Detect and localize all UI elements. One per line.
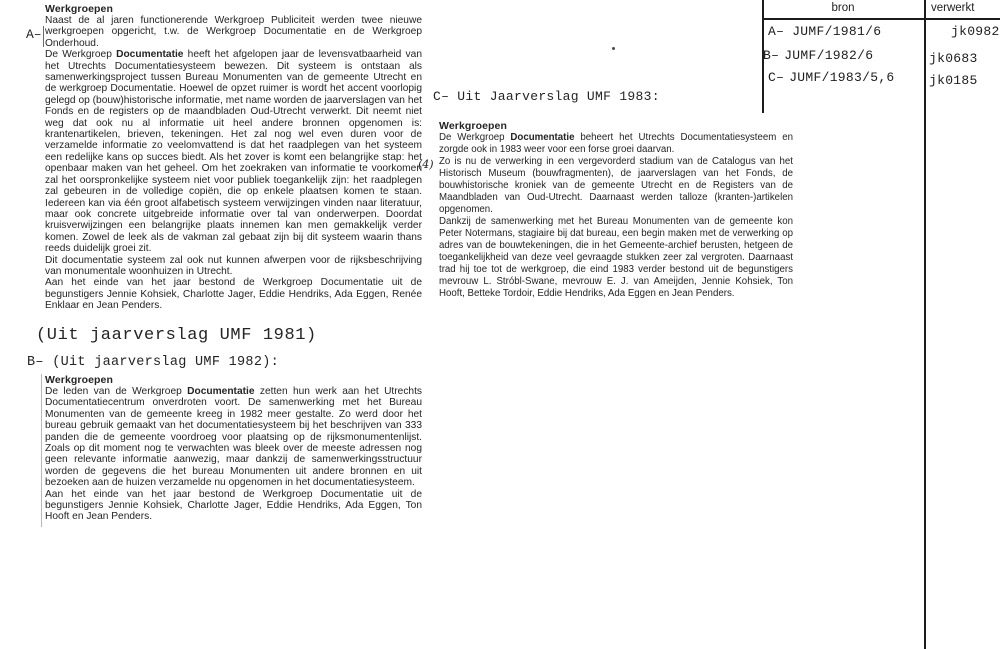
ledger-row-b-source bbox=[763, 48, 873, 63]
ledger-row-bron: JUMF/1982/6 bbox=[784, 48, 874, 63]
paragraph-text: De Werkgroep bbox=[45, 49, 117, 61]
paragraph-text: zetten hun werk aan het Utrechts Documentatiecentrum onverdroten voort. De samenwerking met het Bureau Monumenten van de gemeente kreeg in 1982 meer gestalte. Zo werd door het bureau gebruik gemaakt van het documentatiesysteem bij het beschrijven van 333 panden die de gemeente voordroeg voor plaatsing op de rijksmonumentenlijst. Zoals op dit moment nog te verwachten was bleek over de meeste adressen nog geen relevante informatie aanwezig, maar dankzij de samenwerkingsstructuur worden de gegevens die het bureau Monumenten uit andere bronnen en uit bezoeken aan de huizen verzamelde nu opgenomen in het documentatiesysteem. bbox=[45, 386, 422, 489]
paragraph-text: heeft het afgelopen jaar de levensvatbaarheid van het Utrechts Documentatiesysteem bewezen. Dit systeem is ontstaan als samenwerkingsproject tussen Bureau Monumenten van de gemeente Utrecht en de werkgroep Documentatie. Hoewel de opzet ruimer is wordt het accent voorlopig gelegd op (bouw)historische informatie, met name worden de jaarverslagen van het Fonds en de registers op de maandbladen Oud-Utrecht verwerkt. Dit neemt niet weg dat ook nu al informatie uit heel andere bronnen opgenomen is: krantenartikelen, brieven, tekeningen. Het zal nog wel even duren voor de verzamelde informatie zo veelomvattend is dat het raadplegen van het systeem een redelijke kans op succes biedt. Als het zover is komt een belangrijke stap: het openbaar maken van het geheel. Om het zoekraken van informatie te voorkomen zal het oorspronkelijke systeem niet voor publiek toegankelijk zijn: het raadplegen zal gebeuren in de volledige copiën, die op enkele plaatsen komen te staan. Iedereen kan via één groot alfabetisch systeem verwijzingen vinden naar literatuur, maar ook concrete uitgebreide informatie over tal van onderwerpen. Doordat kruisverwijzingen een belangrijke plaats innemen kan men gemakkelijk verder komen. Zowel de leek als de vakman zal gebaat zijn bij dit systeem waarin thans reeds duidelijk groei zit. bbox=[45, 49, 422, 255]
ledger-row-a-verwerkt: jk0982 bbox=[951, 24, 1000, 39]
section-b-heading: Werkgroepen bbox=[45, 374, 114, 386]
margin-mark-4: (4) bbox=[418, 158, 434, 171]
section-b-heading-line: B– (Uit jaarverslag UMF 1982): bbox=[27, 355, 280, 370]
ledger-column-divider bbox=[924, 0, 926, 649]
ledger-row-b-verwerkt: jk0683 bbox=[929, 51, 978, 66]
ledger-row-bron: JUMF/1983/5,6 bbox=[789, 70, 895, 85]
source-line-1981: (Uit jaarverslag UMF 1981) bbox=[36, 326, 317, 345]
section-c-paragraph-3: Dankzij de samenwerking met het Bureau Monumenten van de gemeente kon Peter Notermans, stagiaire bij dat bureau, een begin maken met de verwerking op adres van de bouwtekeningen, die in het Gemeente-archief berusten, hetgeen de toegankelijkheid van deze veel gevraagde stukken zeer zal vergroten. Daarnaast trad hij toe tot de werkgroep, die eind 1983 verder bestond uit de begunstigers mevrouw L. Stróbl-Swane, mevrouw E. J. van Ameijden, Jennie Kohsiek, Ton Hooft, Betteke Tordoir, Eddie Hendriks, Ada Eggen en Jean Penders. bbox=[439, 216, 793, 299]
bold-term-documentatie: Documentatie bbox=[510, 132, 575, 143]
section-a-paragraph-3: Dit documentatie systeem zal ook nut kunnen afwerpen voor de rijksbeschrijving van monumentale woonhuizen in Utrecht. bbox=[45, 254, 422, 277]
bold-term-documentatie: Documentatie bbox=[187, 386, 255, 397]
ledger-row-c-source bbox=[768, 70, 895, 85]
section-b-paragraph-2: Aan het einde van het jaar bestond de Werkgroep Documentatie uit de begunstigers Jennie Kohsiek, Charlotte Jager, Eddie Hendriks, Ada Eggen, Ton Hooft en Jean Penders. bbox=[45, 488, 422, 523]
section-a bbox=[45, 3, 422, 312]
section-c-paragraph-1 bbox=[439, 132, 793, 156]
bold-term-documentatie: Documentatie bbox=[116, 49, 184, 61]
ledger-header-underline bbox=[762, 18, 1000, 20]
paragraph-text: De Werkgroep bbox=[439, 132, 511, 143]
section-a-paragraph-2 bbox=[45, 49, 422, 254]
margin-tick-a bbox=[43, 26, 44, 47]
scan-speck bbox=[612, 47, 615, 50]
paragraph-text: De leden van de Werkgroep bbox=[45, 386, 188, 397]
section-c bbox=[439, 120, 793, 300]
ledger-row-a-source bbox=[768, 24, 881, 39]
section-b bbox=[45, 374, 422, 523]
ledger-row-c-verwerkt: jk0185 bbox=[929, 73, 978, 88]
ledger-row-label: A– bbox=[768, 24, 785, 39]
margin-marker-a: A– bbox=[26, 27, 42, 42]
section-a-paragraph-1: Naast de al jaren functionerende Werkgroep Publiciteit werden twee nieuwe werkgroepen opgericht, t.w. de Werkgroep Documentatie en de Werkgroep Onderhoud. bbox=[45, 15, 422, 49]
section-a-paragraph-4: Aan het einde van het jaar bestond de Werkgroep Documentatie uit de begunstigers Jennie Kohsiek, Charlotte Jager, Eddie Hendriks, Ada Eggen, Renée Enklaar en Jean Penders. bbox=[45, 277, 422, 312]
ledger-row-label: C– bbox=[768, 70, 785, 85]
section-c-paragraph-2: Zo is nu de verwerking in een vergevorderd stadium van de Catalogus van het Historisch Museum (bouwfragmenten), de jaarverslagen van het Fonds, de bouwhistorische kroniek van de gemeente Utrecht en de Registers van de Maandbladen van Oud-Utrecht. Daarnaast werden talloze (kranten-)artikelen opgenomen. bbox=[439, 156, 793, 215]
section-b-paragraph-1 bbox=[45, 386, 422, 489]
section-c-heading: Werkgroepen bbox=[439, 120, 508, 132]
ledger-row-bron: JUMF/1981/6 bbox=[792, 24, 882, 39]
ledger-header-verwerkt: verwerkt bbox=[931, 2, 975, 14]
section-c-heading-line: C– Uit Jaarverslag UMF 1983: bbox=[433, 89, 660, 104]
section-b-left-rule bbox=[41, 374, 42, 527]
ledger-row-label: B– bbox=[763, 48, 780, 63]
paragraph-text: beheert het Utrechts Documentatiesysteem en zorgde ook in 1983 weer voor een forse groei daarvan. bbox=[439, 132, 793, 155]
section-a-heading: Werkgroepen bbox=[45, 3, 114, 15]
ledger-header-bron: bron bbox=[831, 2, 855, 14]
